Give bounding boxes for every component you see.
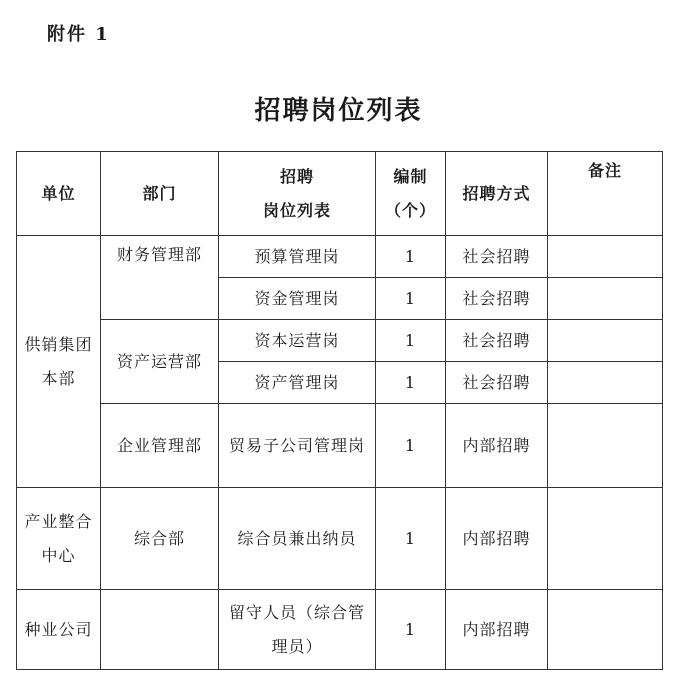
position-cell: 资金管理岗 [219,278,376,320]
quota-cell: 1 [376,404,446,488]
quota-cell: 1 [376,236,446,278]
department-cell-general: 综合部 [101,488,219,590]
quota-cell: 1 [376,320,446,362]
header-position-line1: 招聘 [279,166,314,186]
header-unit: 单位 [17,152,101,236]
method-cell: 内部招聘 [446,404,548,488]
unit-cell-seed-company: 种业公司 [17,590,101,670]
remark-cell [548,590,663,670]
header-department: 部门 [101,152,219,236]
remark-cell [548,236,663,278]
unit-cell-supply-group: 供销集团本部 [17,236,101,488]
position-cell: 贸易子公司管理岗 [219,404,376,488]
header-quota-line1: 编制 [393,166,428,186]
remark-cell [548,488,663,590]
quota-cell: 1 [376,362,446,404]
quota-cell: 1 [376,590,446,670]
unit-cell-industry-center: 产业整合中心 [17,488,101,590]
method-cell: 社会招聘 [446,362,548,404]
table-row [17,590,663,670]
remark-cell [548,404,663,488]
quota-cell: 1 [376,488,446,590]
remark-cell [548,278,663,320]
header-position [219,152,376,236]
remark-cell [548,362,663,404]
method-cell: 内部招聘 [446,488,548,590]
table-header-row [17,152,663,236]
table-row [17,488,663,590]
method-cell: 社会招聘 [446,236,548,278]
method-cell: 社会招聘 [446,278,548,320]
department-cell-finance: 财务管理部 [101,236,219,320]
table-row [17,236,663,278]
header-quota [376,152,446,236]
remark-cell [548,320,663,362]
position-cell: 资本运营岗 [219,320,376,362]
position-cell: 综合员兼出纳员 [219,488,376,590]
header-position-line2: 岗位列表 [262,200,331,220]
header-method: 招聘方式 [446,152,548,236]
table-row [17,404,663,488]
header-quota-line2: （个） [384,200,436,220]
document-title: 招聘岗位列表 [254,96,423,126]
header-remarks: 备注 [548,152,663,236]
department-cell-capital: 资产运营部 [101,320,219,404]
department-cell-enterprise: 企业管理部 [101,404,219,488]
attachment-label: 附件 1 [47,24,110,45]
department-cell-empty [101,590,219,670]
table-row [17,320,663,362]
position-cell: 留守人员（综合管理员） [219,590,376,670]
recruitment-table [16,151,663,670]
position-cell: 预算管理岗 [219,236,376,278]
quota-cell: 1 [376,278,446,320]
method-cell: 社会招聘 [446,320,548,362]
position-cell: 资产管理岗 [219,362,376,404]
method-cell: 内部招聘 [446,590,548,670]
